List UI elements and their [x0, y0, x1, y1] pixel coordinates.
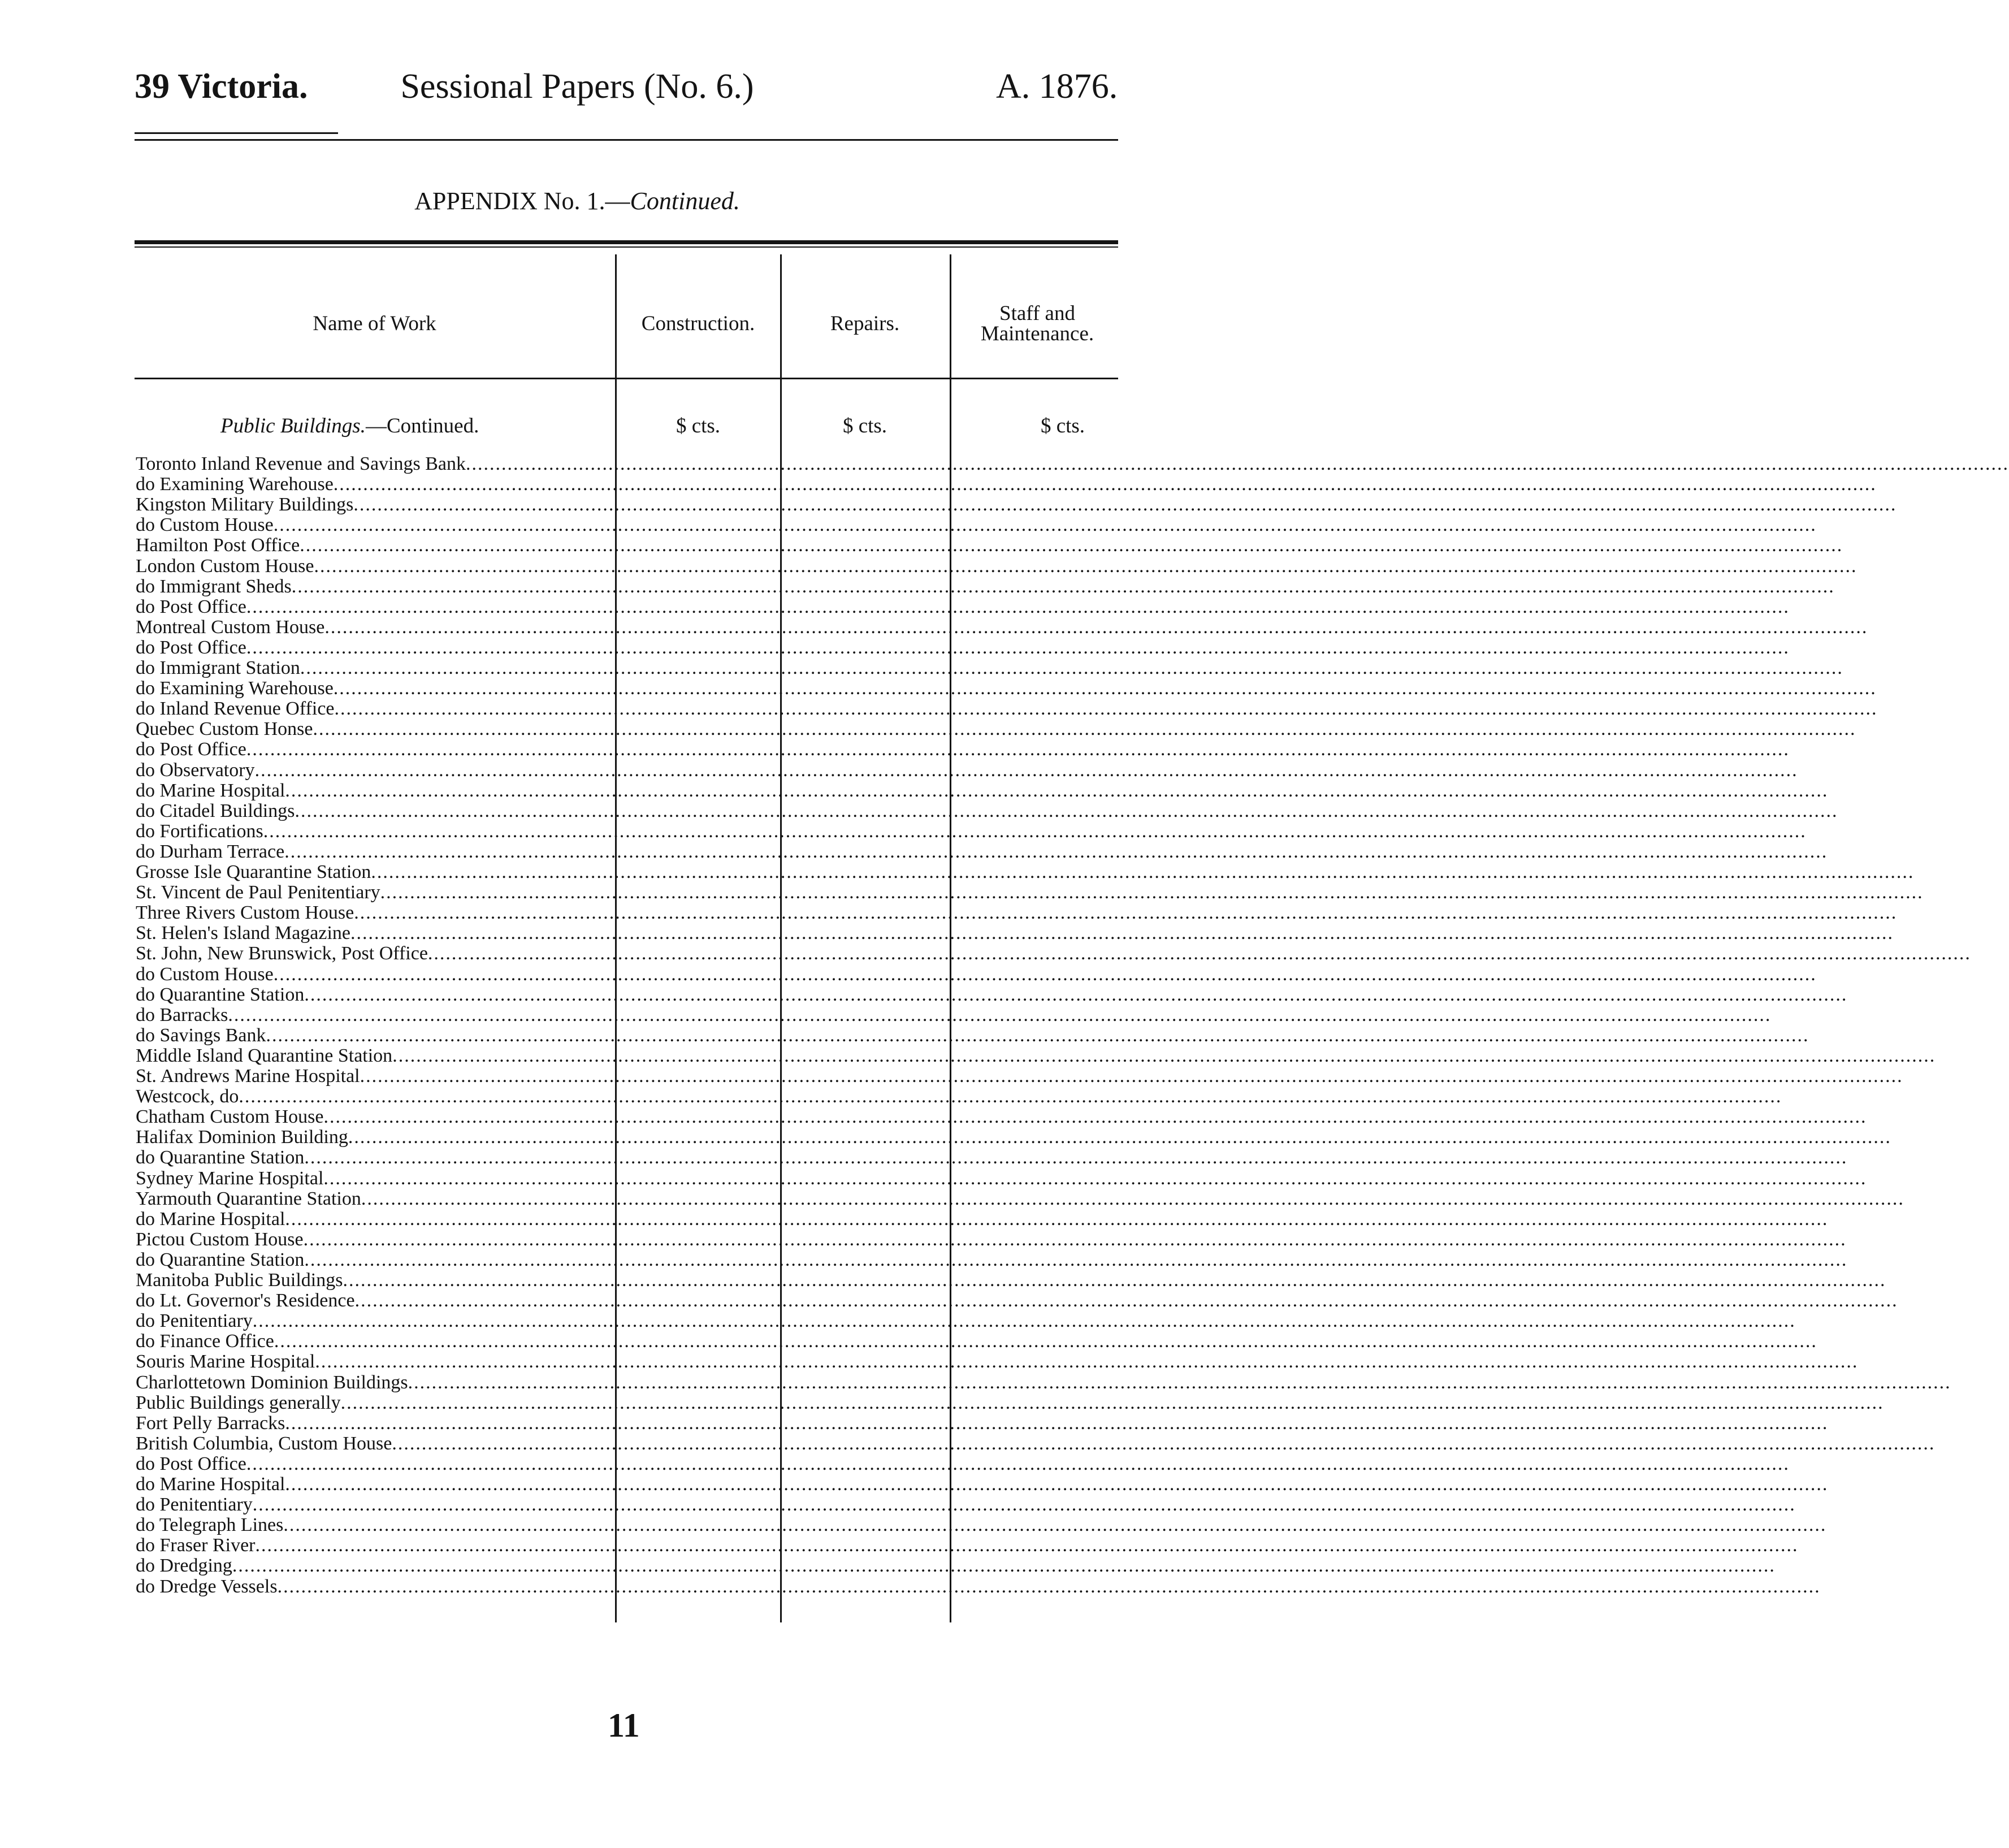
- table-row: [0, 1270, 1886, 1291]
- leader-dots: ....................................................................................................................................................................................................................................................................: [314, 555, 1858, 577]
- work-name-text: do Savings Bank: [136, 1024, 266, 1046]
- work-name-text: do Marine Hospital: [136, 1474, 285, 1495]
- work-name-text: do Finance Office: [136, 1331, 274, 1352]
- table-top-rule-thin: [135, 246, 1118, 248]
- table-row: [0, 1474, 1829, 1495]
- table-row: [0, 862, 1915, 882]
- table-row: [0, 1371, 1951, 1393]
- work-name: [136, 739, 1790, 760]
- work-name: [136, 902, 1898, 924]
- work-name-text: do Dredging: [136, 1555, 232, 1577]
- table-row: [0, 535, 1843, 556]
- leader-dots: ....................................................................................................................................................................................................................................................................: [246, 739, 1790, 760]
- leader-dots: ....................................................................................................................................................................................................................................................................: [263, 820, 1807, 842]
- leader-dots: ....................................................................................................................................................................................................................................................................: [252, 1310, 1796, 1332]
- work-name: [136, 494, 1897, 516]
- work-name-text: do Quarantine Station: [136, 984, 305, 1005]
- work-name-text: do Marine Hospital: [136, 780, 285, 801]
- work-name: [136, 1208, 1829, 1230]
- work-name: [136, 1228, 1847, 1250]
- column-header-staff-line2: Maintenance.: [980, 322, 1094, 345]
- leader-dots: ....................................................................................................................................................................................................................................................................: [273, 963, 1817, 985]
- work-name-text: British Columbia, Custom House: [136, 1432, 392, 1454]
- work-name-text: do Marine Hospital: [136, 1208, 285, 1230]
- table-row: [0, 719, 1856, 740]
- work-name: [136, 474, 1877, 495]
- header-rule-left: [135, 132, 338, 134]
- work-name-text: Pictou Custom House: [136, 1228, 304, 1250]
- work-name-text: Chatham Custom House: [136, 1106, 324, 1128]
- work-name-text: Souris Marine Hospital: [136, 1351, 315, 1373]
- section-title-text: Public Buildings.: [220, 414, 366, 438]
- work-name: [136, 841, 1828, 862]
- leader-dots: ....................................................................................................................................................................................................................................................................: [285, 780, 1829, 801]
- leader-dots: ....................................................................................................................................................................................................................................................................: [361, 1188, 1904, 1209]
- work-name: [136, 882, 1924, 903]
- column-header-staff: [952, 304, 1122, 344]
- work-name-text: do Citadel Buildings: [136, 800, 295, 821]
- work-name-text: do Examining Warehouse: [136, 678, 334, 699]
- leader-dots: ....................................................................................................................................................................................................................................................................: [333, 678, 1877, 699]
- work-name: [136, 1188, 1904, 1209]
- table-row: [0, 739, 1790, 760]
- leader-dots: ....................................................................................................................................................................................................................................................................: [252, 1494, 1796, 1516]
- section-title-suffix: —Continued.: [365, 414, 479, 438]
- work-name: [136, 923, 1894, 944]
- table-row: [0, 1535, 1799, 1556]
- table-row: [0, 841, 1828, 862]
- work-name: [136, 1453, 1790, 1474]
- table-row: [0, 1392, 1884, 1413]
- work-name: [136, 1004, 1772, 1025]
- table-row: [0, 1290, 1898, 1312]
- work-name-text: do Durham Terrace: [136, 841, 285, 862]
- leader-dots: ....................................................................................................................................................................................................................................................................: [427, 943, 1971, 964]
- work-name-text: Charlottetown Dominion Buildings: [136, 1371, 408, 1393]
- table-row: [0, 596, 1790, 617]
- leader-dots: ....................................................................................................................................................................................................................................................................: [304, 1147, 1848, 1168]
- table-row: [0, 882, 1924, 903]
- work-name-text: do Observatory: [136, 759, 255, 781]
- table-row: [0, 575, 1835, 597]
- work-name-text: Middle Island Quarantine Station: [136, 1045, 393, 1066]
- table-row: [0, 984, 1848, 1005]
- table-row: [0, 1351, 1859, 1373]
- table-row: [0, 1127, 1891, 1148]
- leader-dots: ....................................................................................................................................................................................................................................................................: [392, 1045, 1936, 1066]
- work-name: [136, 1535, 1799, 1556]
- work-name: [136, 1249, 1848, 1270]
- table-row: [0, 800, 1838, 821]
- work-name: [136, 596, 1790, 617]
- work-name: [136, 719, 1856, 740]
- work-name: [136, 657, 1843, 678]
- leader-dots: ....................................................................................................................................................................................................................................................................: [313, 719, 1856, 740]
- leader-dots: ....................................................................................................................................................................................................................................................................: [323, 1167, 1867, 1189]
- header-title: Sessional Papers (No. 6.): [400, 67, 754, 106]
- table-row: [0, 1514, 1827, 1536]
- leader-dots: ....................................................................................................................................................................................................................................................................: [334, 698, 1878, 720]
- leader-dots: ....................................................................................................................................................................................................................................................................: [295, 800, 1838, 821]
- work-name-text: do Post Office: [136, 596, 246, 617]
- work-name: [136, 575, 1835, 597]
- table-top-rule: [135, 240, 1118, 244]
- work-name-text: Quebec Custom Honse: [136, 719, 313, 740]
- leader-dots: ....................................................................................................................................................................................................................................................................: [340, 1392, 1884, 1413]
- leader-dots: ....................................................................................................................................................................................................................................................................: [300, 657, 1843, 678]
- leader-dots: ....................................................................................................................................................................................................................................................................: [466, 453, 2009, 474]
- table-row: [0, 1208, 1829, 1230]
- table-row: [0, 698, 1878, 720]
- work-name: [136, 1555, 1776, 1577]
- work-name-text: do Immigrant Station: [136, 657, 300, 678]
- work-name-text: Toronto Inland Revenue and Savings Bank: [136, 453, 466, 474]
- leader-dots: ....................................................................................................................................................................................................................................................................: [273, 514, 1817, 536]
- leader-dots: ....................................................................................................................................................................................................................................................................: [380, 882, 1924, 903]
- table-row: [0, 1147, 1848, 1168]
- leader-dots: ....................................................................................................................................................................................................................................................................: [283, 1514, 1827, 1536]
- leader-dots: ....................................................................................................................................................................................................................................................................: [408, 1371, 1951, 1393]
- leader-dots: ....................................................................................................................................................................................................................................................................: [254, 759, 1798, 781]
- work-name: [136, 1392, 1884, 1413]
- table-row: [0, 1249, 1848, 1270]
- work-name: [136, 1290, 1898, 1312]
- work-name-text: St. John, New Brunswick, Post Office: [136, 943, 428, 964]
- work-name-text: London Custom House: [136, 555, 314, 577]
- work-name-text: St. Vincent de Paul Penitentiary: [136, 882, 380, 903]
- work-name-text: St. Andrews Marine Hospital: [136, 1066, 360, 1087]
- column-header-repairs: Repairs.: [830, 312, 900, 335]
- work-name: [136, 616, 1868, 638]
- work-name: [136, 1086, 1782, 1107]
- work-name-text: do Fortifications: [136, 820, 263, 842]
- unit-staff: $ cts.: [1040, 414, 1085, 438]
- table-row: [0, 1004, 1772, 1025]
- work-name-text: do Inland Revenue Office: [136, 698, 335, 720]
- work-name-text: do Lt. Governor's Residence: [136, 1290, 355, 1312]
- leader-dots: ....................................................................................................................................................................................................................................................................: [255, 1535, 1799, 1556]
- leader-dots: ....................................................................................................................................................................................................................................................................: [392, 1432, 1936, 1454]
- table-row: [0, 1086, 1782, 1107]
- leader-dots: ....................................................................................................................................................................................................................................................................: [277, 1576, 1821, 1597]
- table-row: [0, 1188, 1904, 1209]
- column-header-staff-line1: Staff and: [999, 302, 1075, 325]
- table-row: [0, 1555, 1776, 1577]
- leader-dots: ....................................................................................................................................................................................................................................................................: [232, 1555, 1776, 1577]
- leader-dots: ....................................................................................................................................................................................................................................................................: [266, 1024, 1809, 1046]
- leader-dots: ....................................................................................................................................................................................................................................................................: [284, 841, 1828, 862]
- table-row: [0, 1167, 1867, 1189]
- work-name-text: do Post Office: [136, 637, 246, 658]
- leader-dots: ....................................................................................................................................................................................................................................................................: [353, 494, 1897, 516]
- table-row: [0, 474, 1877, 495]
- leader-dots: ....................................................................................................................................................................................................................................................................: [285, 1474, 1829, 1495]
- leader-dots: ....................................................................................................................................................................................................................................................................: [239, 1086, 1782, 1107]
- table-row: [0, 1106, 1867, 1128]
- leader-dots: ....................................................................................................................................................................................................................................................................: [304, 1249, 1848, 1270]
- table-row: [0, 616, 1868, 638]
- table-row: [0, 1228, 1847, 1250]
- leader-dots: ....................................................................................................................................................................................................................................................................: [354, 1290, 1898, 1312]
- table-row: [0, 678, 1877, 699]
- work-name-text: do Quarantine Station: [136, 1147, 305, 1168]
- table-row: [0, 637, 1790, 658]
- work-name-text: do Telegraph Lines: [136, 1514, 284, 1536]
- work-name-text: Grosse Isle Quarantine Station: [136, 862, 371, 882]
- table-row: [0, 1576, 1821, 1597]
- unit-repairs: $ cts.: [842, 414, 887, 438]
- work-name: [136, 1167, 1867, 1189]
- column-header-name: Name of Work: [313, 312, 436, 335]
- work-name-text: do Barracks: [136, 1004, 228, 1025]
- work-name: [136, 1351, 1859, 1373]
- work-name-text: do Quarantine Station: [136, 1249, 305, 1270]
- work-name: [136, 555, 1858, 577]
- work-name: [136, 1576, 1821, 1597]
- work-name-text: Three Rivers Custom House: [136, 902, 354, 924]
- work-name: [136, 820, 1807, 842]
- header-bottom-rule: [135, 378, 1118, 379]
- work-name: [136, 678, 1877, 699]
- work-name-text: Hamilton Post Office: [136, 535, 300, 556]
- work-name-text: Yarmouth Quarantine Station: [136, 1188, 361, 1209]
- leader-dots: ....................................................................................................................................................................................................................................................................: [300, 535, 1843, 556]
- table-row: [0, 902, 1898, 924]
- leader-dots: ....................................................................................................................................................................................................................................................................: [285, 1412, 1829, 1434]
- table-row: [0, 514, 1817, 536]
- work-name: [136, 637, 1790, 658]
- table-row: [0, 820, 1807, 842]
- leader-dots: ....................................................................................................................................................................................................................................................................: [315, 1351, 1859, 1373]
- work-name-text: Westcock, do: [136, 1086, 239, 1107]
- leader-dots: ....................................................................................................................................................................................................................................................................: [274, 1331, 1817, 1352]
- work-name: [136, 1494, 1796, 1516]
- work-name: [136, 1474, 1829, 1495]
- table-row: [0, 1453, 1790, 1474]
- leader-dots: ....................................................................................................................................................................................................................................................................: [291, 575, 1835, 597]
- work-name: [136, 1024, 1809, 1046]
- work-name-text: Manitoba Public Buildings: [136, 1270, 343, 1291]
- table-row: [0, 1412, 1829, 1434]
- column-header-construction: Construction.: [641, 312, 755, 335]
- work-name: [136, 1066, 1903, 1087]
- table-row: [0, 1066, 1903, 1087]
- leader-dots: ....................................................................................................................................................................................................................................................................: [246, 596, 1790, 617]
- work-name-text: Fort Pelly Barracks: [136, 1412, 285, 1434]
- leader-dots: ....................................................................................................................................................................................................................................................................: [371, 862, 1915, 882]
- work-name: [136, 1432, 1936, 1454]
- work-name: [136, 698, 1878, 720]
- work-name-text: Montreal Custom House: [136, 616, 325, 638]
- work-name-text: do Post Office: [136, 739, 246, 760]
- work-name: [136, 1412, 1829, 1434]
- work-name-text: Halifax Dominion Building: [136, 1127, 348, 1148]
- work-name: [136, 943, 1971, 964]
- work-name: [136, 780, 1829, 801]
- work-name: [136, 1310, 1796, 1332]
- work-name: [136, 514, 1817, 536]
- table-row: [0, 963, 1817, 985]
- leader-dots: ....................................................................................................................................................................................................................................................................: [323, 1106, 1867, 1128]
- table-row: [0, 494, 1897, 516]
- leader-dots: ....................................................................................................................................................................................................................................................................: [354, 902, 1898, 924]
- header-right: A. 1876.: [996, 67, 1118, 106]
- table-row: [0, 453, 2009, 474]
- leader-dots: ....................................................................................................................................................................................................................................................................: [348, 1127, 1891, 1148]
- leader-dots: ....................................................................................................................................................................................................................................................................: [360, 1066, 1903, 1087]
- page-mark: 11: [608, 1707, 640, 1744]
- work-name: [136, 759, 1798, 781]
- table-row: [0, 1494, 1796, 1516]
- unit-construction: $ cts.: [676, 414, 721, 438]
- header-rule-main: [135, 139, 1118, 141]
- work-name-text: St. Helen's Island Magazine: [136, 923, 351, 944]
- table-row: [0, 1045, 1936, 1066]
- leader-dots: ....................................................................................................................................................................................................................................................................: [285, 1208, 1829, 1230]
- appendix-label: APPENDIX No. 1.—: [414, 187, 630, 215]
- table-row: [0, 1024, 1809, 1046]
- table-row: [0, 555, 1858, 577]
- work-name: [136, 1147, 1848, 1168]
- table-row: [0, 1432, 1936, 1454]
- work-name: [136, 984, 1848, 1005]
- leader-dots: ....................................................................................................................................................................................................................................................................: [246, 637, 1790, 658]
- table-row: [0, 1310, 1796, 1332]
- leader-dots: ....................................................................................................................................................................................................................................................................: [304, 984, 1848, 1005]
- work-name-text: Sydney Marine Hospital: [136, 1167, 324, 1189]
- work-name: [136, 963, 1817, 985]
- leader-dots: ....................................................................................................................................................................................................................................................................: [228, 1004, 1772, 1025]
- work-name-text: do Immigrant Sheds: [136, 575, 292, 597]
- leader-dots: ....................................................................................................................................................................................................................................................................: [343, 1270, 1886, 1291]
- appendix-title: [0, 187, 1154, 215]
- work-name-text: do Examining Warehouse: [136, 474, 334, 495]
- section-title: [220, 414, 479, 438]
- work-name-text: Public Buildings generally: [136, 1392, 341, 1413]
- work-name-text: do Custom House: [136, 963, 274, 985]
- table-row: [0, 943, 1971, 964]
- table-row: [0, 923, 1894, 944]
- work-name-text: do Post Office: [136, 1453, 246, 1474]
- work-name-text: do Dredge Vessels: [136, 1576, 278, 1597]
- work-name: [136, 1270, 1886, 1291]
- appendix-continued: Continued.: [630, 187, 740, 215]
- work-name-text: do Penitentiary: [136, 1494, 253, 1516]
- leader-dots: ....................................................................................................................................................................................................................................................................: [333, 474, 1877, 495]
- leader-dots: ....................................................................................................................................................................................................................................................................: [303, 1228, 1847, 1250]
- leader-dots: ....................................................................................................................................................................................................................................................................: [246, 1453, 1790, 1474]
- work-name: [136, 453, 2009, 474]
- table-row: [0, 759, 1798, 781]
- work-name: [136, 1371, 1951, 1393]
- work-name: [136, 1331, 1817, 1352]
- header-left: 39 Victoria.: [135, 67, 308, 106]
- work-name-text: do Fraser River: [136, 1535, 256, 1556]
- work-name: [136, 800, 1838, 821]
- leader-dots: ....................................................................................................................................................................................................................................................................: [350, 923, 1894, 944]
- work-name-text: do Penitentiary: [136, 1310, 253, 1332]
- work-name: [136, 1127, 1891, 1148]
- table-row: [0, 780, 1829, 801]
- work-name: [136, 862, 1915, 882]
- work-name-text: Kingston Military Buildings: [136, 494, 354, 516]
- work-name-text: do Custom House: [136, 514, 274, 536]
- work-name: [136, 1045, 1936, 1066]
- work-name: [136, 535, 1843, 556]
- work-name: [136, 1514, 1827, 1536]
- leader-dots: ....................................................................................................................................................................................................................................................................: [324, 616, 1868, 638]
- table-row: [0, 1331, 1817, 1352]
- table-row: [0, 657, 1843, 678]
- work-name: [136, 1106, 1867, 1128]
